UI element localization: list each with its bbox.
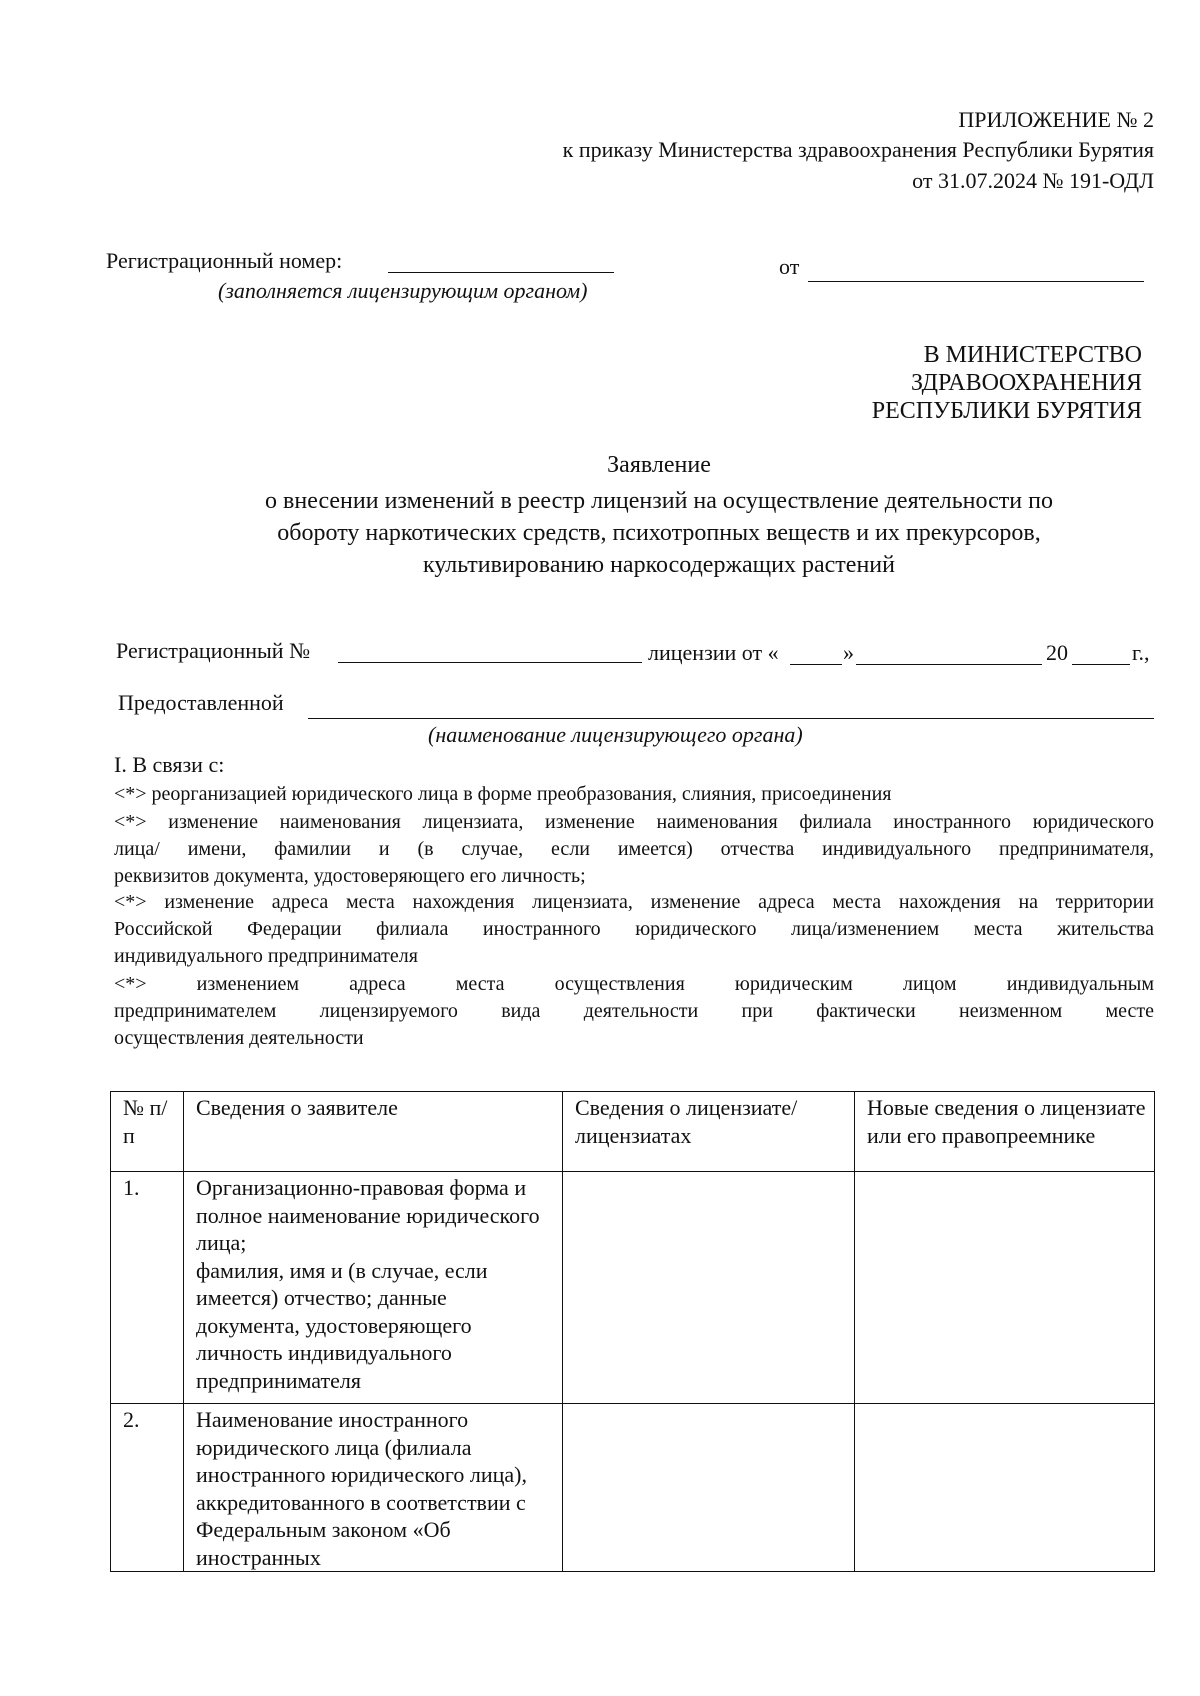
license-number-field[interactable]: [338, 662, 642, 663]
license-from-label: лицензии от «: [648, 640, 779, 665]
document-title: Заявление: [607, 452, 711, 478]
row-1-number: 1.: [111, 1172, 184, 1404]
appendix-order: к приказу Министерства здравоохранения Республики Бурятия: [562, 137, 1154, 162]
license-year-prefix: 20: [1046, 640, 1068, 665]
addressee-line-1: В МИНИСТЕРСТВО: [923, 342, 1142, 368]
addressee-line-3: РЕСПУБЛИКИ БУРЯТИЯ: [871, 398, 1142, 424]
appendix-title: ПРИЛОЖЕНИЕ № 2: [958, 107, 1154, 132]
addressee-line-2: ЗДРАВООХРАНЕНИЯ: [911, 370, 1142, 396]
reason-name-change-line-2: лица/ имени, фамилии и (в случае, если имеется) отчества индивидуального предпринимателя,: [114, 838, 1154, 860]
reason-reorganization: <*> реорганизацией юридического лица в форме преобразования, слияния, присоединения: [114, 783, 892, 805]
table-row: [111, 1404, 1155, 1572]
registration-label: Регистрационный номер:: [106, 248, 343, 273]
table-header-row: [111, 1092, 1155, 1172]
header-new-info: Новые сведения о лицензиате или его правопреемнике: [855, 1092, 1155, 1172]
registration-from-label: от: [779, 254, 800, 279]
row-1-applicant-text: Организационно-правовая форма и полное наименование юридического лица; фамилия, имя и (в случае, если имеется) отчество; данные документа, удостоверяющего личность индивидуального предпринимателя: [184, 1172, 563, 1404]
row-2-licensee-cell[interactable]: [563, 1404, 855, 1572]
reason-address-change-line-2: Российской Федерации филиала иностранного юридического лица/изменением места жительства: [114, 918, 1154, 940]
reason-name-change-line-3: реквизитов документа, удостоверяющего его личность;: [114, 865, 586, 887]
row-1-licensee-cell[interactable]: [563, 1172, 855, 1404]
row-1-new-info-cell[interactable]: [855, 1172, 1155, 1404]
reason-name-change-line-1: <*> изменение наименования лицензиата, изменение наименования филиала иностранного юридического: [114, 811, 1154, 833]
registration-date-field[interactable]: [808, 281, 1144, 282]
document-subtitle-line-1: о внесении изменений в реестр лицензий на осуществление деятельности по: [265, 488, 1053, 514]
row-2-new-info-cell[interactable]: [855, 1404, 1155, 1572]
table-row: [111, 1172, 1155, 1404]
section-heading: I. В связи с:: [114, 752, 225, 777]
provided-authority-field[interactable]: [308, 718, 1154, 719]
header-applicant: Сведения о заявителе: [184, 1092, 563, 1172]
appendix-date: от 31.07.2024 № 191-ОДЛ: [912, 168, 1154, 193]
reason-address-change-line-1: <*> изменение адреса места нахождения лицензиата, изменение адреса места нахождения на территории: [114, 891, 1154, 913]
reason-activity-address-line-2: предпринимателем лицензируемого вида деятельности при фактически неизменном месте: [114, 1000, 1154, 1022]
header-licensee: Сведения о лицензиате/лицензиатах: [563, 1092, 855, 1172]
document-subtitle-line-3: культивированию наркосодержащих растений: [423, 552, 895, 578]
header-number: № п/п: [111, 1092, 184, 1172]
provided-label: Предоставленной: [118, 690, 284, 715]
document-subtitle-line-2: обороту наркотических средств, психотропных веществ и их прекурсоров,: [277, 520, 1041, 546]
reason-activity-address-line-3: осуществления деятельности: [114, 1027, 364, 1049]
license-reg-label: Регистрационный №: [116, 638, 311, 663]
license-month-field[interactable]: [856, 664, 1042, 665]
registration-note: (заполняется лицензирующим органом): [218, 278, 588, 303]
row-2-number: 2.: [111, 1404, 184, 1572]
reason-activity-address-line-1: <*> изменением адреса места осуществления юридическим лицом индивидуальным: [114, 973, 1154, 995]
license-quote-close: »: [843, 640, 854, 665]
row-2-applicant-text: Наименование иностранного юридического лица (филиала иностранного юридического лица), аккредитованного в соответствии с Федеральным законом «Об иностранных: [184, 1404, 563, 1572]
reason-address-change-line-3: индивидуального предпринимателя: [114, 945, 418, 967]
license-day-field[interactable]: [790, 664, 842, 665]
registration-number-field[interactable]: [388, 272, 614, 273]
license-year-suffix: г.,: [1132, 640, 1150, 665]
license-year-field[interactable]: [1072, 664, 1130, 665]
provided-note: (наименование лицензирующего органа): [428, 722, 803, 747]
applicant-info-table: [110, 1091, 1155, 1572]
